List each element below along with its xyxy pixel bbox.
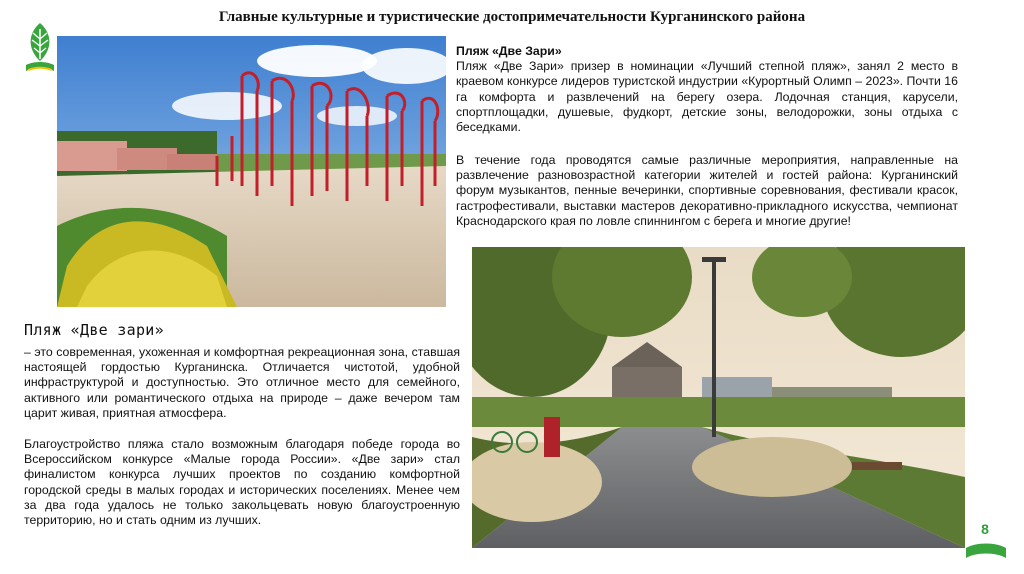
left-paragraph-1: – это современная, ухоженная и комфортная рекреационная зона, ставшая настоящей гордостью Курганинска. Отличается чистотой, удобной инфраструктурой и доступностью. Это отличное место для семейного, активного или романтического отдыха на природе – даже вечером там царит живая, приятная атмосфера.: [24, 345, 460, 420]
park-promenade-photo: [472, 247, 965, 548]
page-title: Главные культурные и туристические достопримечательности Курганинского района: [218, 9, 806, 25]
right-heading: Пляж «Две Зари»: [456, 44, 562, 58]
logo-leaf-icon: [24, 21, 56, 76]
right-section-1: [456, 44, 958, 135]
page-number: 8: [981, 521, 989, 537]
left-paragraph-2: Благоустройство пляжа стало возможным благодаря победе города во Всероссийском конкурсе «Малые города России». «Две зари» стал финалистом конкурса лучших проектов по созданию комфортной городской среды в малых городах и исторических поселениях. Менее чем за два года удалось не только закольцевать новую благоустроенную территорию, но и стать одним из лучших.: [24, 437, 460, 528]
right-paragraph-1: Пляж «Две Зари» призер в номинации «Лучший степной пляж», занял 2 место в краевом конкурсе лидеров туристской индустрии «Курортный Олимп – 2023». Почти 16 га комфорта и развлечений на берегу озера. Лодочная станция, карусели, спортплощадки, душевые, фудкорт, детские зоны, велодорожки, зоны отдыха с беседками.: [456, 59, 958, 135]
right-paragraph-2: В течение года проводятся самые различные мероприятия, направленные на развлечение разновозрастной категории жителей и гостей района: Курганинский форум музыкантов, пенные вечеринки, спортивные соревнования, фестивали красок, гастрофестивали, выставки мастеров декоративно-прикладного искусства, чемпионат Краснодарского края по ловле спиннингом с берега и многие другие!: [456, 153, 958, 228]
left-heading: Пляж «Две зари»: [24, 321, 164, 339]
beach-photo-installation: [57, 36, 446, 307]
